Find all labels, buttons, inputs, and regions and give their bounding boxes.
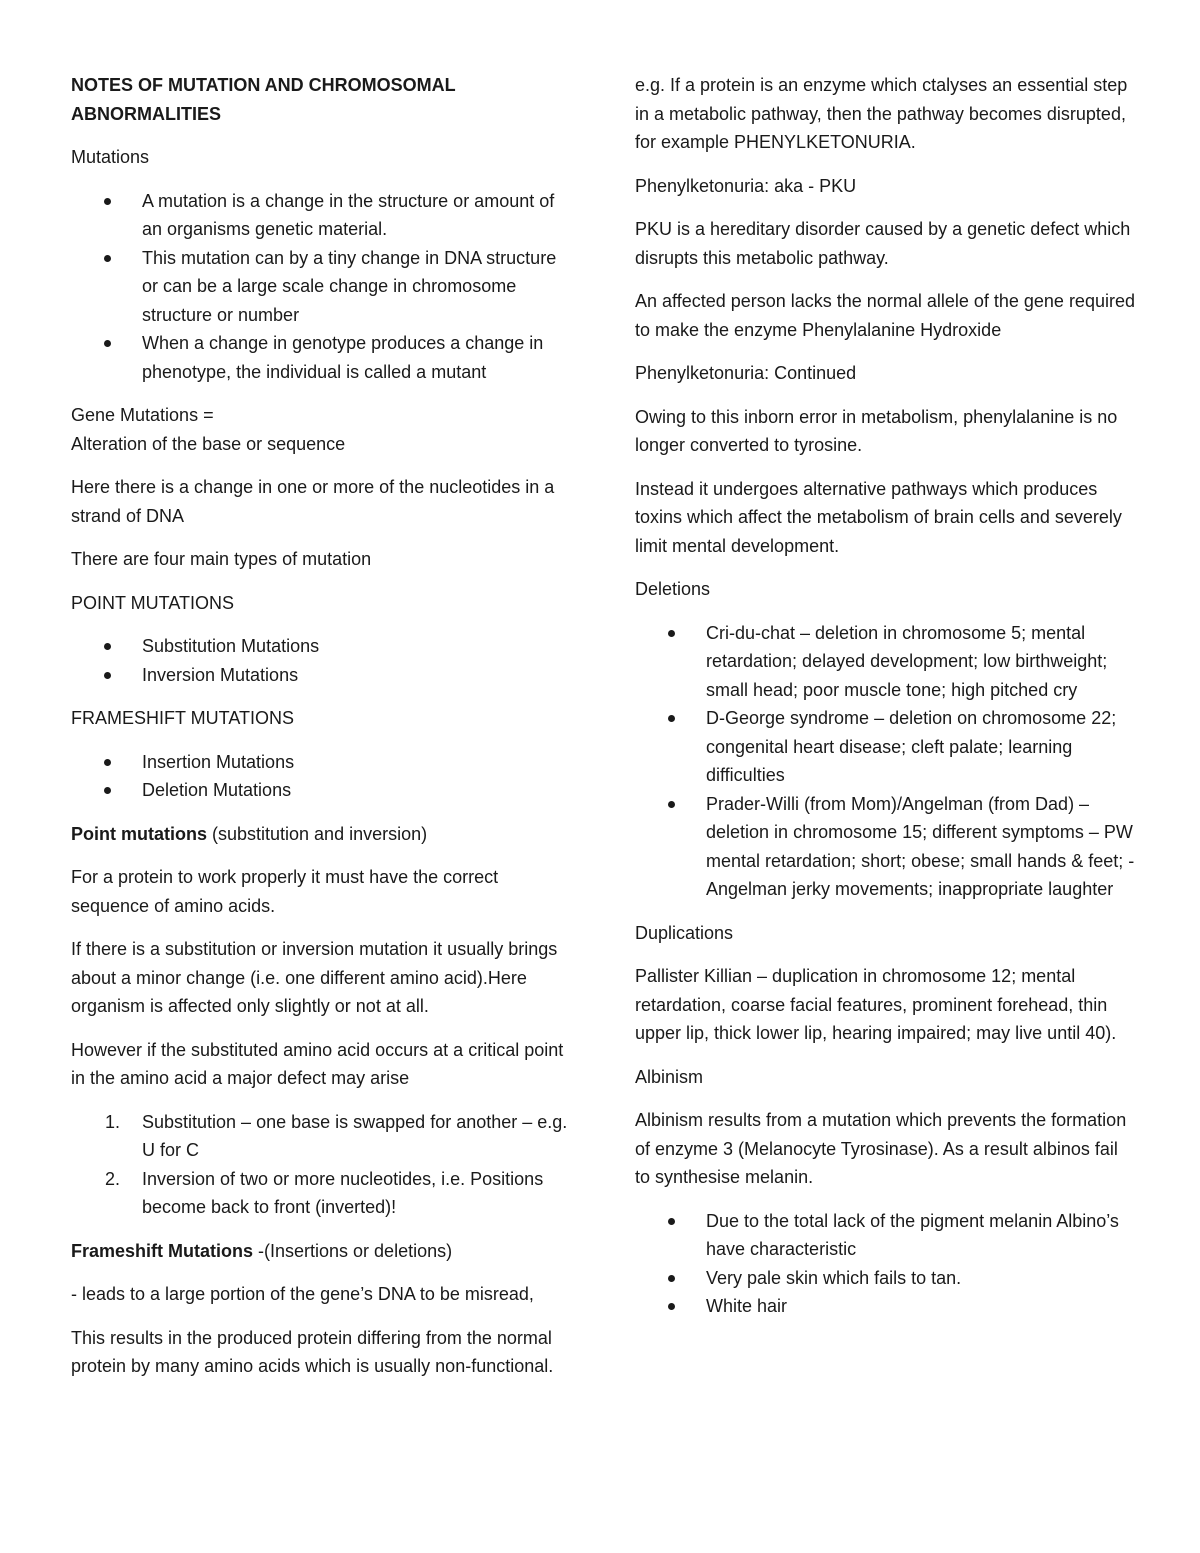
list-item: Due to the total lack of the pigment melanin Albino’s have characteristic bbox=[635, 1207, 1135, 1264]
frameshift-rest: -(Insertions or deletions) bbox=[253, 1240, 453, 1261]
list-item: Prader-Willi (from Mom)/Angelman (from Dad) – deletion in chromosome 15; different symptoms – PW mental retardation; short; obese; small hands & feet; - Angelman jerky movements; inappropriate laughter bbox=[635, 790, 1135, 904]
list-item: Very pale skin which fails to tan. bbox=[635, 1264, 1135, 1293]
list-item: Substitution Mutations bbox=[71, 632, 571, 661]
point-mutations-heading: POINT MUTATIONS bbox=[71, 592, 235, 613]
mutations-heading: Mutations bbox=[71, 147, 150, 167]
four-types-paragraph: There are four main types of mutation bbox=[71, 549, 372, 569]
point-mutations-rest: (substitution and inversion) bbox=[207, 823, 428, 844]
numbered-list bbox=[71, 1108, 571, 1222]
change-paragraph: Here there is a change in one or more of the nucleotides in a strand of DNA bbox=[71, 477, 555, 526]
list-item: A mutation is a change in the structure or amount of an organisms genetic material. bbox=[71, 187, 571, 244]
results-paragraph: This results in the produced protein differing from the normal protein by many amino acids which is usually non-functional. bbox=[71, 1327, 554, 1376]
protein-paragraph: For a protein to work properly it must have the correct sequence of amino acids. bbox=[71, 867, 499, 916]
list-item bbox=[71, 1108, 571, 1165]
point-mutations-bold: Point mutations bbox=[71, 823, 207, 844]
pku-heading: Phenylketonuria: aka - PKU bbox=[635, 175, 857, 196]
document-title: NOTES OF MUTATION AND CHROMOSOMAL ABNORMALITIES bbox=[71, 75, 456, 124]
list-text: Inversion of two or more nucleotides, i.e. Positions become back to front (inverted)! bbox=[142, 1168, 544, 1217]
list-item: When a change in genotype produces a change in phenotype, the individual is called a mutant bbox=[71, 329, 571, 386]
left-column bbox=[71, 71, 571, 1396]
list-number: 2. bbox=[105, 1168, 121, 1189]
affected-paragraph: An affected person lacks the normal allele of the gene required to make the enzyme Phenylalanine Hydroxide bbox=[635, 291, 1135, 340]
frameshift-bold: Frameshift Mutations bbox=[71, 1240, 254, 1261]
list-item: Inversion Mutations bbox=[71, 661, 571, 690]
deletions-heading: Deletions bbox=[635, 579, 711, 599]
pku-paragraph: PKU is a hereditary disorder caused by a genetic defect which disrupts this metabolic pathway. bbox=[635, 219, 1131, 268]
misread-paragraph: - leads to a large portion of the gene’s DNA to be misread, bbox=[71, 1284, 534, 1304]
list-text: Substitution – one base is swapped for another – e.g. U for C bbox=[142, 1111, 568, 1160]
enzyme-paragraph: e.g. If a protein is an enzyme which ctalyses an essential step in a metabolic pathway, then the pathway becomes disrupted, for example PHENYLKETONURIA. bbox=[635, 75, 1128, 152]
list-item bbox=[71, 1165, 571, 1222]
list-item: Cri-du-chat – deletion in chromosome 5; mental retardation; delayed development; low birthweight; small head; poor muscle tone; high pitched cry bbox=[635, 619, 1135, 705]
gene-mutations-paragraph bbox=[71, 401, 571, 458]
frameshift-mutations-list bbox=[71, 748, 571, 805]
mutations-list bbox=[71, 187, 571, 387]
gene-mutations-line1: Gene Mutations = bbox=[71, 405, 214, 425]
right-column bbox=[635, 71, 1135, 1336]
point-mutations-subheading bbox=[71, 820, 571, 849]
list-item: D-George syndrome – deletion on chromosome 22; congenital heart disease; cleft palate; learning difficulties bbox=[635, 704, 1135, 790]
albinism-heading: Albinism bbox=[635, 1066, 704, 1087]
however-paragraph: However if the substituted amino acid occurs at a critical point in the amino acid a major defect may arise bbox=[71, 1039, 564, 1088]
pku-continued-heading: Phenylketonuria: Continued bbox=[635, 363, 857, 383]
deletions-list bbox=[635, 619, 1135, 904]
list-item: Deletion Mutations bbox=[71, 776, 571, 805]
gene-mutations-line2: Alteration of the base or sequence bbox=[71, 433, 346, 454]
point-mutations-list bbox=[71, 632, 571, 689]
substitution-paragraph: If there is a substitution or inversion mutation it usually brings about a minor change (i.e. one different amino acid).Here organism is affected only slightly or not at all. bbox=[71, 939, 558, 1016]
list-number: 1. bbox=[105, 1111, 121, 1132]
owing-paragraph: Owing to this inborn error in metabolism, phenylalanine is no longer converted to tyrosine. bbox=[635, 406, 1118, 455]
frameshift-mutations-heading: FRAMESHIFT MUTATIONS bbox=[71, 708, 294, 728]
list-item: This mutation can by a tiny change in DNA structure or can be a large scale change in chromosome structure or number bbox=[71, 244, 571, 330]
pallister-paragraph: Pallister Killian – duplication in chromosome 12; mental retardation, coarse facial features, prominent forehead, thin upper lip, thick lower lip, hearing impaired; may live until 40). bbox=[635, 966, 1117, 1043]
frameshift-subheading bbox=[71, 1237, 571, 1266]
instead-paragraph: Instead it undergoes alternative pathways which produces toxins which affect the metabolism of brain cells and severely limit mental development. bbox=[635, 478, 1122, 556]
albinism-list bbox=[635, 1207, 1135, 1321]
duplications-heading: Duplications bbox=[635, 922, 734, 943]
list-item: White hair bbox=[635, 1292, 1135, 1321]
albinism-paragraph: Albinism results from a mutation which prevents the formation of enzyme 3 (Melanocyte Tyrosinase). As a result albinos fail to synthesise melanin. bbox=[635, 1110, 1127, 1187]
list-item: Insertion Mutations bbox=[71, 748, 571, 777]
